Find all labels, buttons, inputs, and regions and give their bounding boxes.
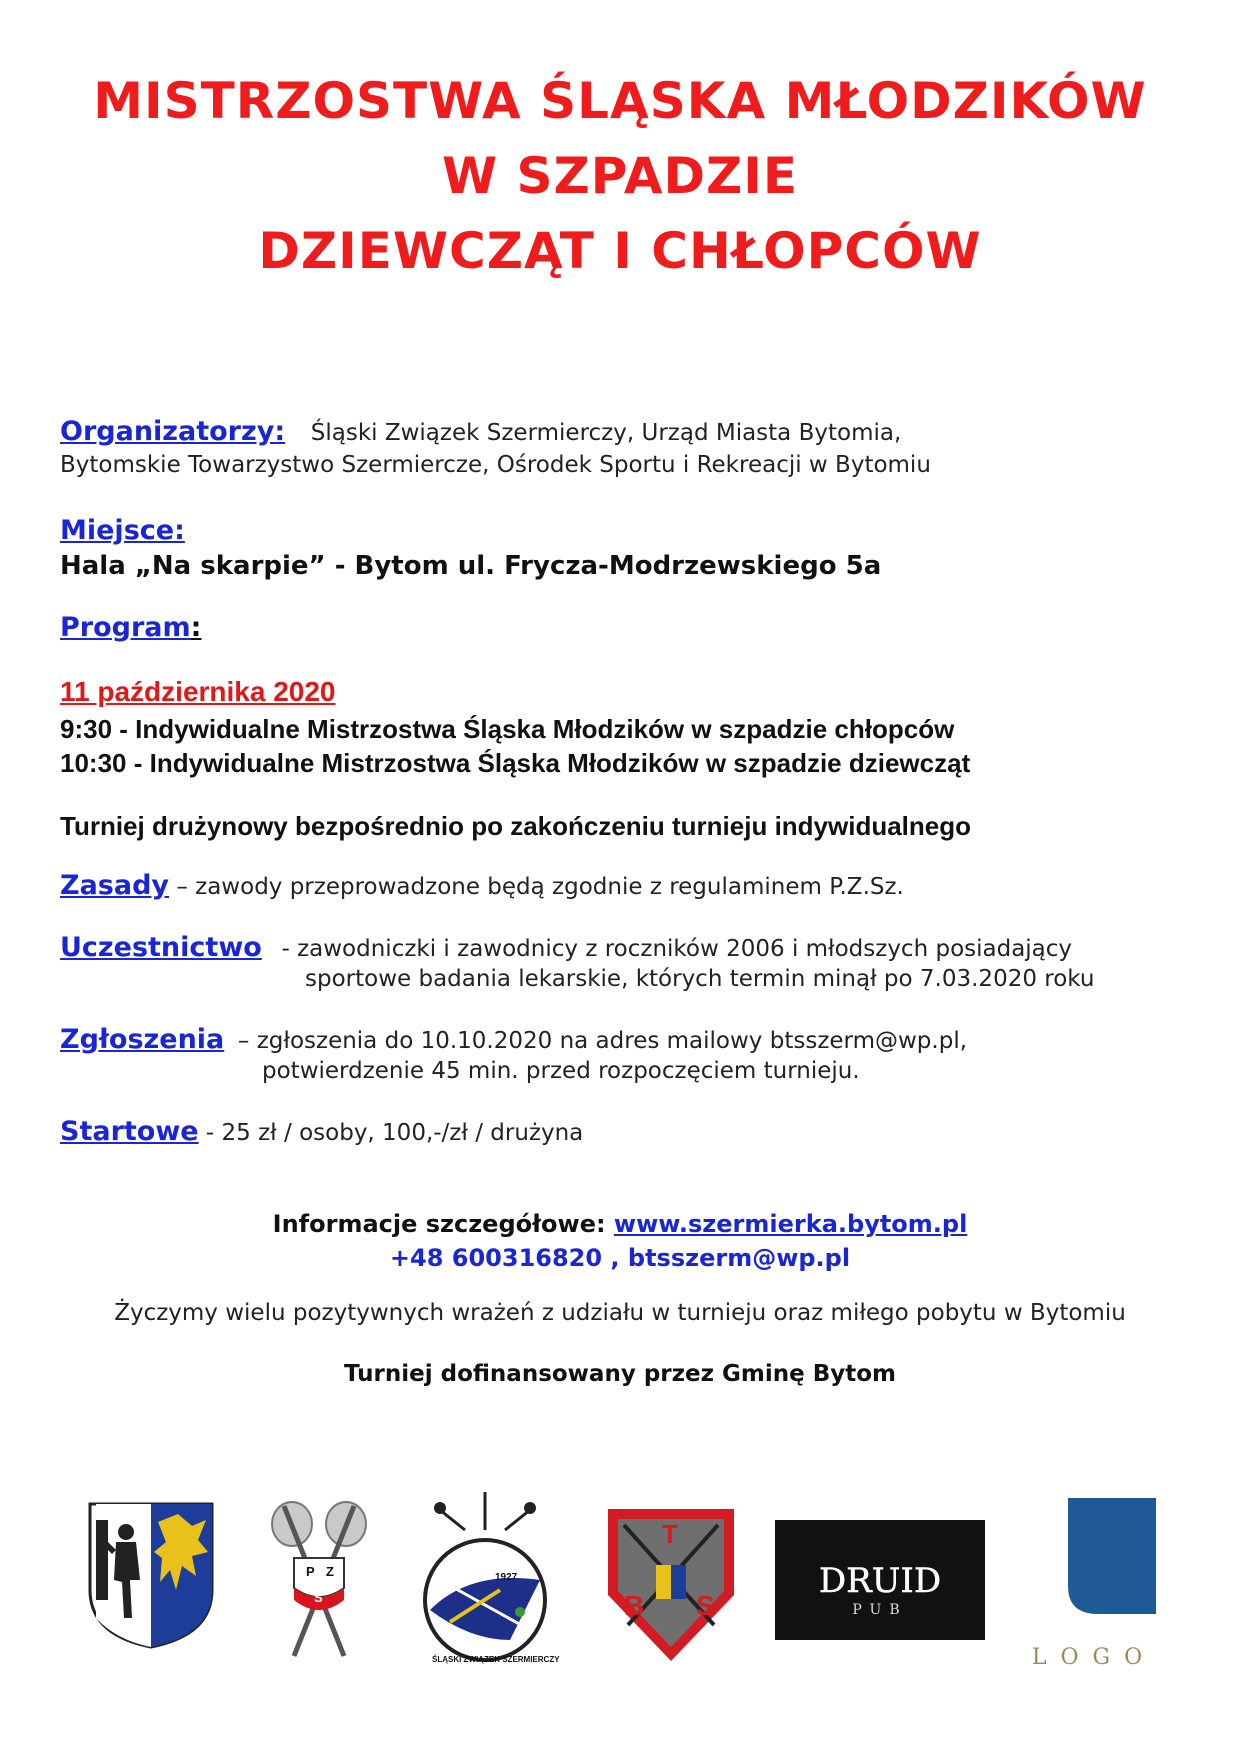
organizers-label: Organizatorzy: — [60, 416, 286, 447]
funding-text: Turniej dofinansowany przez Gminę Bytom — [343, 1361, 897, 1387]
szs-year: 1927 — [495, 1572, 518, 1583]
fee-section — [60, 1116, 583, 1147]
title-line-1: MISTRZOSTWA ŚLĄSKA MŁODZIKÓW — [93, 72, 1147, 130]
generic-logo-text: LOGO — [1031, 1645, 1157, 1670]
fee-label: Startowe — [60, 1116, 199, 1147]
participation-label: Uczestnictwo — [60, 932, 262, 963]
pzs-letter-s: S — [314, 1590, 323, 1605]
rules-section — [60, 870, 904, 901]
slaski-zwiazek-szermierczy-logo — [410, 1490, 560, 1670]
logos-row — [0, 1500, 1240, 1700]
pzs-letter-p: P — [306, 1564, 315, 1579]
organizers-line-1: Śląski Związek Szermierczy, Urząd Miasta Bytomia, — [310, 420, 902, 446]
info-website-link[interactable]: www.szermierka.bytom.pl — [613, 1210, 968, 1238]
place-value: Hala „Na skarpie” - Bytom ul. Frycza-Modrzewskiego 5a — [60, 551, 882, 581]
program-label-row — [60, 612, 201, 643]
bts-shield-logo — [604, 1505, 738, 1665]
participation-line-2: sportowe badania lekarskie, których termin minął po 7.03.2020 roku — [305, 966, 1095, 992]
program-date: 11 października 2020 — [60, 676, 336, 707]
program-team: Turniej drużynowy bezpośrednio po zakończeniu turnieju indywidualnego — [60, 811, 972, 841]
generic-logo — [1028, 1496, 1160, 1672]
bts-letter-t: T — [662, 1519, 678, 1549]
wishes-text: Życzymy wielu pozytywnych wrażeń z udziału w turnieju oraz miłego pobytu w Bytomiu — [114, 1300, 1126, 1326]
druid-pub-logo — [775, 1520, 985, 1640]
fee-text: - 25 zł / osoby, 100,-/zł / drużyna — [198, 1120, 584, 1146]
druid-sub: PUB — [852, 1602, 908, 1618]
program-item-1: 9:30 - Indywidualne Mistrzostwa Śląska Młodzików w szpadzie chłopców — [60, 714, 955, 744]
registration-line-1: – zgłoszenia do 10.10.2020 na adres mailowy btsszerm@wp.pl, — [237, 1028, 968, 1054]
szs-name: ŚLĄSKI ZWIĄZEK SZERMIERCZY — [432, 1655, 560, 1664]
info-prefix: Informacje szczegółowe: — [272, 1210, 614, 1238]
registration-section — [60, 1024, 967, 1055]
organizers-line-2: Bytomskie Towarzystwo Szermiercze, Ośrodek Sportu i Rekreacji w Bytomiu — [60, 452, 931, 478]
pzs-crossed-swords-logo — [264, 1496, 374, 1666]
bts-letter-s: S — [696, 1590, 715, 1621]
title-line-3: DZIEWCZĄT I CHŁOPCÓW — [258, 222, 982, 280]
program-colon: : — [190, 612, 202, 643]
bytom-coat-of-arms-logo — [86, 1500, 216, 1650]
program-item-2: 10:30 - Indywidualne Mistrzostwa Śląska Młodzików w szpadzie dziewcząt — [60, 748, 971, 778]
rules-label: Zasady — [60, 870, 170, 901]
organizers-section — [60, 416, 901, 447]
info-line — [0, 1210, 1240, 1238]
druid-name: DRUID — [818, 1561, 942, 1601]
participation-section — [60, 932, 1072, 963]
registration-line-2: potwierdzenie 45 min. przed rozpoczęciem turnieju. — [262, 1058, 860, 1084]
info-contact: +48 600316820 , btsszerm@wp.pl — [389, 1244, 851, 1272]
place-label: Miejsce: — [60, 515, 185, 546]
registration-label: Zgłoszenia — [60, 1024, 225, 1055]
pzs-letter-z: Z — [326, 1564, 334, 1579]
program-label: Program — [60, 612, 191, 643]
title-line-2: W SZPADZIE — [441, 147, 799, 205]
participation-line-1: - zawodniczki i zawodnicy z roczników 2006 i młodszych posiadający — [281, 936, 1073, 962]
bts-letter-b: B — [624, 1590, 645, 1621]
rules-text: – zawody przeprowadzone będą zgodnie z regulaminem P.Z.Sz. — [169, 874, 904, 900]
